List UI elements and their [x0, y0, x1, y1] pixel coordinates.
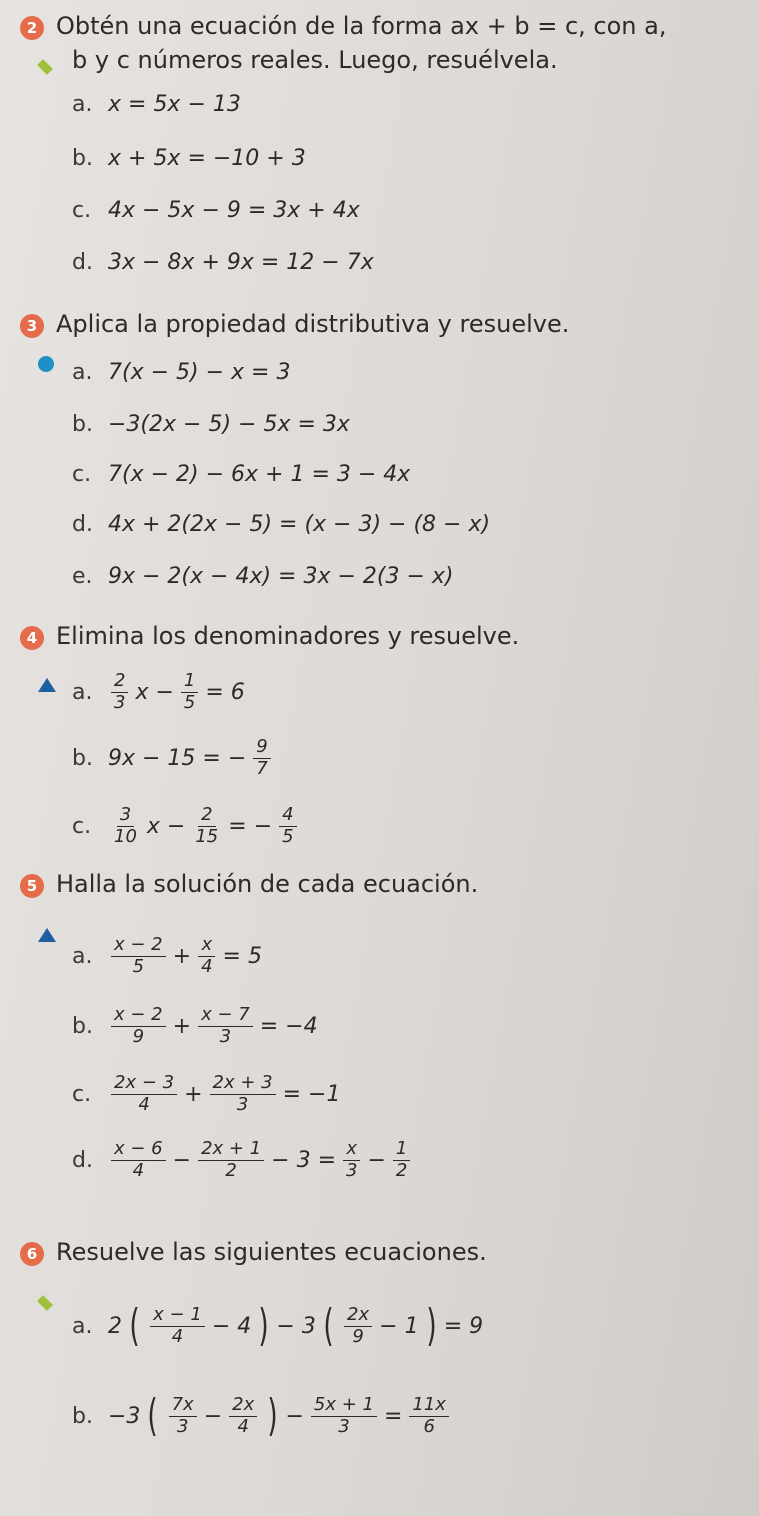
equation	[108, 1300, 484, 1351]
equation	[108, 806, 300, 847]
equation-item	[72, 738, 274, 779]
fraction	[393, 1140, 410, 1181]
equation	[108, 1006, 318, 1047]
fraction	[198, 936, 215, 977]
equation-text: − 3 =	[271, 1147, 337, 1173]
equation-text: x −	[146, 813, 186, 839]
equation-item	[72, 672, 245, 713]
denominator: 9	[352, 1325, 364, 1347]
equation-item	[72, 360, 290, 385]
item-label: b.	[72, 146, 93, 171]
equation-text: +	[172, 1013, 192, 1039]
equation-text: +	[172, 943, 192, 969]
item-label: b.	[72, 412, 93, 437]
equation	[108, 738, 274, 779]
denominator: 4	[237, 1415, 249, 1437]
item-label: d.	[72, 1147, 93, 1173]
equation-item	[72, 462, 410, 487]
paren-open: (	[129, 1300, 140, 1351]
equation-text: = −4	[259, 1013, 318, 1039]
fraction	[111, 672, 128, 713]
exercise-4	[20, 622, 740, 872]
equation	[108, 936, 262, 977]
exercise-6	[20, 1238, 740, 1478]
difficulty-triangle-icon	[38, 678, 56, 692]
fraction	[111, 806, 140, 847]
difficulty-circle-icon	[38, 356, 54, 372]
item-label: b.	[72, 745, 93, 771]
item-label: b.	[72, 1403, 93, 1429]
equation: 7(x − 2) − 6x + 1 = 3 − 4x	[108, 462, 411, 487]
equation-text: x −	[135, 679, 174, 705]
item-label: a.	[72, 92, 93, 117]
numerator: 2	[198, 806, 215, 827]
denominator: 4	[132, 1159, 145, 1181]
equation-text: −	[203, 1403, 223, 1429]
exercise-title: Aplica la propiedad distributiva y resuelve.	[56, 310, 570, 338]
item-label: a.	[72, 1313, 93, 1339]
equation-text: +	[184, 1081, 203, 1107]
numerator: 2x	[344, 1306, 372, 1327]
equation: 3x − 8x + 9x = 12 − 7x	[108, 250, 374, 275]
item-label: a.	[72, 943, 93, 969]
denominator: 4	[171, 1325, 184, 1347]
equation: x = 5x − 13	[108, 92, 241, 117]
fraction	[181, 672, 198, 713]
item-label: a.	[72, 360, 93, 385]
denominator: 3	[346, 1159, 358, 1181]
numerator: 7x	[169, 1396, 197, 1417]
paren-close: )	[426, 1300, 437, 1351]
denominator: 7	[256, 757, 268, 779]
equation-item	[72, 198, 360, 223]
exercise-number-badge: 5	[20, 874, 44, 898]
denominator: 5	[132, 955, 145, 977]
equation-text: = 9	[443, 1313, 484, 1339]
denominator: 3	[114, 691, 126, 713]
fraction	[198, 1140, 264, 1181]
equation: 4x − 5x − 9 = 3x + 4x	[108, 198, 360, 223]
numerator: x − 2	[111, 1006, 166, 1027]
equation-item	[72, 250, 374, 275]
numerator: x − 7	[198, 1006, 253, 1027]
equation-text: = 5	[222, 943, 262, 969]
difficulty-triangle-icon	[38, 928, 56, 942]
numerator: 3	[117, 806, 134, 827]
numerator: x	[343, 1140, 360, 1161]
item-label: c.	[72, 462, 92, 487]
exercise-title-continued: b y c números reales. Luego, resuélvela.	[72, 46, 558, 74]
numerator: 5x + 1	[311, 1396, 377, 1417]
equation-item	[72, 92, 241, 117]
paren-close: )	[267, 1390, 279, 1441]
numerator: 9	[253, 738, 270, 759]
exercise-2	[20, 12, 740, 275]
fraction	[150, 1303, 205, 1347]
equation-text: − 4	[211, 1313, 252, 1339]
item-label: e.	[72, 564, 93, 589]
numerator: 2x + 3	[210, 1074, 276, 1095]
exercise-5	[20, 870, 740, 1210]
equation-text: −3	[108, 1403, 141, 1429]
equation-item	[72, 1390, 452, 1441]
numerator: 4	[279, 806, 296, 827]
denominator: 5	[183, 691, 196, 713]
denominator: 10	[114, 825, 137, 847]
equation-text: 9x − 15 = −	[108, 745, 247, 771]
fraction	[111, 1074, 177, 1115]
equation-text: −	[285, 1403, 304, 1429]
equation	[108, 672, 245, 713]
exercise-number-badge: 4	[20, 626, 44, 650]
numerator: x − 1	[150, 1306, 205, 1327]
denominator: 9	[132, 1025, 145, 1047]
numerator: 2x + 1	[198, 1140, 264, 1161]
exercise-number-badge: 2	[20, 16, 44, 40]
fraction	[192, 806, 221, 847]
fraction	[111, 936, 166, 977]
equation-text: = 6	[205, 679, 245, 705]
exercise-number-badge: 6	[20, 1242, 44, 1266]
numerator: x − 2	[111, 936, 166, 957]
numerator: 1	[393, 1140, 410, 1161]
denominator: 2	[225, 1159, 237, 1181]
fraction	[344, 1303, 372, 1347]
denominator: 6	[423, 1415, 435, 1437]
fraction	[253, 738, 270, 779]
equation: 4x + 2(2x − 5) = (x − 3) − (8 − x)	[108, 512, 491, 537]
fraction	[198, 1006, 253, 1047]
item-label: d.	[72, 250, 93, 275]
denominator: 4	[138, 1093, 150, 1115]
equation-text: −	[172, 1147, 192, 1173]
numerator: 11x	[409, 1396, 449, 1417]
item-label: c.	[72, 1081, 92, 1107]
equation-text: 2	[108, 1313, 122, 1339]
fraction	[169, 1393, 197, 1437]
equation-text: − 1	[379, 1313, 419, 1339]
exercise-title: Elimina los denominadores y resuelve.	[56, 622, 520, 650]
equation	[108, 1074, 340, 1115]
equation: 9x − 2(x − 4x) = 3x − 2(3 − x)	[108, 564, 454, 589]
equation-text: = −	[228, 813, 273, 839]
equation-text: −	[367, 1147, 386, 1173]
exercise-title: Obtén una ecuación de la forma ax + b = c, con a,	[56, 12, 667, 40]
denominator: 3	[236, 1093, 249, 1115]
fraction	[229, 1393, 257, 1437]
equation-item	[72, 564, 454, 589]
denominator: 3	[219, 1025, 232, 1047]
item-label: c.	[72, 813, 92, 839]
equation-item	[72, 1300, 484, 1351]
denominator: 3	[338, 1415, 350, 1437]
denominator: 4	[201, 955, 213, 977]
equation	[108, 1390, 452, 1441]
numerator: 1	[181, 672, 198, 693]
equation-item	[72, 1074, 340, 1115]
equation-text: = −1	[282, 1081, 341, 1107]
exercise-number-badge: 3	[20, 314, 44, 338]
equation-item	[72, 1140, 413, 1181]
exercise-title: Halla la solución de cada ecuación.	[56, 870, 479, 898]
fraction	[409, 1393, 449, 1437]
equation	[108, 1140, 413, 1181]
equation-text: − 3	[276, 1313, 316, 1339]
paren-open: (	[147, 1390, 159, 1441]
equation-item	[72, 412, 350, 437]
equation-item	[72, 936, 262, 977]
denominator: 2	[395, 1159, 408, 1181]
numerator: x	[198, 936, 215, 957]
fraction	[311, 1393, 377, 1437]
numerator: 2	[111, 672, 128, 693]
difficulty-diamond-icon	[37, 1295, 53, 1311]
equation: x + 5x = −10 + 3	[108, 146, 306, 171]
equation-text: =	[383, 1403, 403, 1429]
item-label: b.	[72, 1013, 93, 1039]
paren-open: (	[323, 1300, 334, 1351]
fraction	[111, 1006, 166, 1047]
numerator: 2x	[229, 1396, 257, 1417]
exercise-3	[20, 310, 740, 600]
numerator: 2x − 3	[111, 1074, 177, 1095]
equation-item	[72, 806, 300, 847]
equation-item	[72, 1006, 318, 1047]
denominator: 3	[176, 1415, 189, 1437]
fraction	[279, 806, 296, 847]
equation-item	[72, 146, 306, 171]
denominator: 15	[195, 825, 219, 847]
item-label: a.	[72, 679, 93, 705]
fraction	[343, 1140, 360, 1181]
item-label: d.	[72, 512, 93, 537]
equation: 7(x − 5) − x = 3	[108, 360, 291, 385]
paren-close: )	[258, 1300, 269, 1351]
equation: −3(2x − 5) − 5x = 3x	[108, 412, 350, 437]
fraction	[111, 1140, 166, 1181]
numerator: x − 6	[111, 1140, 166, 1161]
fraction	[210, 1074, 276, 1115]
exercise-title: Resuelve las siguientes ecuaciones.	[56, 1238, 487, 1266]
difficulty-diamond-icon	[37, 59, 53, 75]
denominator: 5	[282, 825, 294, 847]
equation-item	[72, 512, 490, 537]
item-label: c.	[72, 198, 92, 223]
